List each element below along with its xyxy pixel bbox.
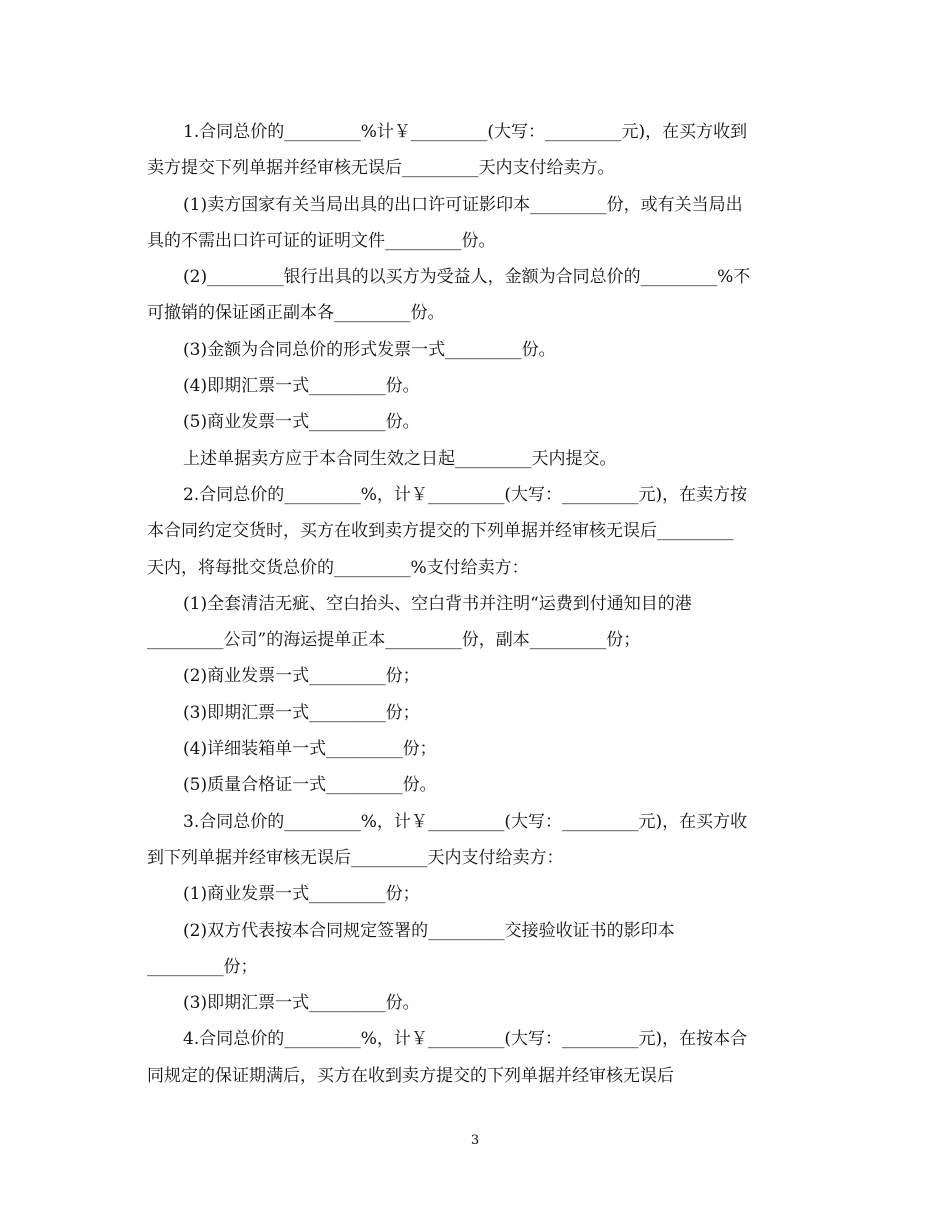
text-line: (5)商业发票一式_________份。 (183, 412, 420, 433)
text-line: 卖方提交下列单据并经审核无误后_________天内支付给卖方。 (147, 158, 615, 179)
text-line: 1.合同总价的_________%计￥_________(大写：_________元)，在买方收到 (183, 122, 748, 142)
text-line: (3)即期汇票一式_________份； (183, 702, 420, 723)
document-body (147, 114, 807, 1094)
text-line: 上述单据卖方应于本合同生效之日起_________天内提交。 (183, 448, 617, 469)
text-line: 4.合同总价的_________%，计￥_________(大写：_________元)，在按本合 (183, 1029, 748, 1050)
text-line: 天内，将每批交货总价的_________%支付给卖方： (147, 557, 529, 578)
text-line: (1)全套清洁无疵、空白抬头、空白背书并注明“运费到付通知目的港 (183, 593, 692, 614)
text-line: (2)商业发票一式_________份； (183, 666, 420, 687)
text-line: 本合同约定交货时，买方在收到卖方提交的下列单据并经审核无误后_________ (147, 521, 734, 542)
text-line: (3)金额为合同总价的形式发票一式_________份。 (183, 339, 556, 360)
text-line: 可撤销的保证函正副本各_________份。 (147, 303, 445, 324)
text-line: (4)详细装箱单一式_________份； (183, 739, 437, 760)
text-line: (1)卖方国家有关当局出具的出口许可证影印本_________份，或有关当局出 (183, 194, 743, 215)
text-line: 2.合同总价的_________%，计￥_________(大写：_________元)，在卖方按 (183, 484, 748, 505)
text-line: (2)_________银行出具的以买方为受益人，金额为合同总价的_________%不 (183, 267, 751, 288)
text-line: (2)双方代表按本合同规定签署的_________交接验收证书的影印本 (183, 920, 675, 941)
text-line: 具的不需出口许可证的证明文件_________份。 (147, 230, 496, 251)
text-line: (1)商业发票一式_________份； (183, 884, 420, 905)
text-line: 到下列单据并经审核无误后_________天内支付给卖方： (147, 847, 564, 868)
text-line: (3)即期汇票一式_________份。 (183, 993, 420, 1014)
page-number: 3 (470, 1133, 480, 1148)
text-line: _________公司”的海运提单正本_________份，副本_________份； (147, 630, 641, 651)
text-line: (5)质量合格证一式_________份。 (183, 775, 437, 796)
text-line: (4)即期汇票一式_________份。 (183, 376, 420, 397)
text-line: 同规定的保证期满后，买方在收到卖方提交的下列单据并经审核无误后 (147, 1065, 674, 1086)
text-line: 3.合同总价的_________%，计￥_________(大写：_________元)，在买方收 (183, 811, 748, 832)
text-line: _________份； (147, 956, 258, 977)
